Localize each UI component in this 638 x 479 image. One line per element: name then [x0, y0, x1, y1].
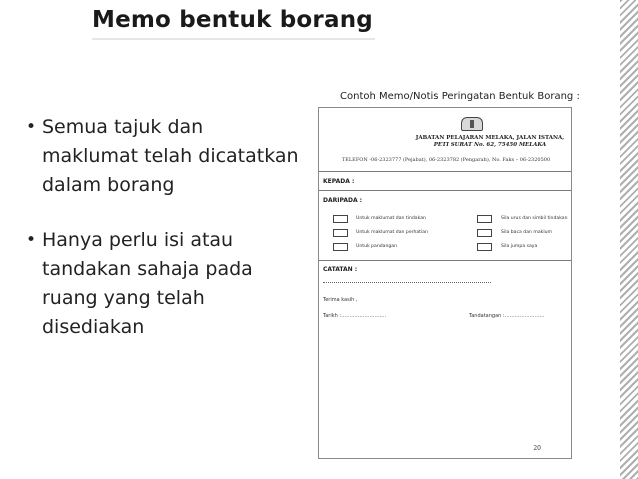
checkbox — [477, 243, 492, 251]
checkbox — [333, 229, 348, 237]
form-divider — [319, 260, 571, 261]
checkbox-label: Untuk pandangan — [356, 244, 398, 249]
kepada-label: KEPADA : — [323, 178, 355, 185]
checkbox-label: Untuk maklumat dan tindakan — [356, 216, 426, 221]
page-number: 20 — [533, 445, 541, 452]
form-header-line1: JABATAN PELAJARAN MELAKA, JALAN ISTANA, — [415, 135, 565, 141]
bullet-icon: • — [26, 230, 37, 250]
checkbox — [477, 215, 492, 223]
tarikh-field: Tarikh :……………………… — [323, 313, 387, 319]
form-header-line2: PETI SURAT No. 62, 75450 MELAKA — [433, 142, 547, 148]
bullet-text: Semua tajuk dan maklumat telah dicatatkan dalam borang — [42, 116, 299, 196]
slide-title: Memo bentuk borang — [92, 7, 373, 33]
checkbox-label: Sila jumpa saya — [501, 244, 538, 249]
form-caption: Contoh Memo/Notis Peringatan Bentuk Borang : — [340, 91, 580, 102]
bullet-list — [22, 113, 312, 368]
memo-form-image — [318, 107, 572, 459]
daripada-label: DARIPADA : — [323, 197, 363, 204]
bullet-icon: • — [26, 117, 37, 137]
terima-kasih-text: Terima kasih , — [323, 297, 358, 303]
bullet-item — [22, 226, 312, 342]
checkbox-label: Sila urus dan simbil tindakan — [501, 216, 568, 221]
bullet-text: Hanya perlu isi atau tandakan sahaja pada ruang yang telah disediakan — [42, 229, 253, 338]
crest-icon — [461, 117, 483, 131]
checkbox-label: Sila baca dan maklum — [501, 230, 552, 235]
form-divider — [319, 171, 571, 172]
checkbox — [333, 243, 348, 251]
catatan-line — [323, 282, 491, 283]
checkbox — [333, 215, 348, 223]
form-divider — [319, 190, 571, 191]
checkbox-label: Untuk maklumat dan perhatian — [356, 230, 428, 235]
tandatangan-field: Tandatangan :…………………… — [469, 313, 545, 319]
catatan-label: CATATAN : — [323, 266, 358, 273]
checkbox — [477, 229, 492, 237]
title-divider — [92, 38, 375, 40]
form-telephone: TELEFON -06-2323777 (Pejabat), 06-2323782 (Pengarah), No. Faks – 06-2320500 — [341, 157, 551, 163]
bullet-item — [22, 113, 312, 200]
decorative-edge — [620, 0, 638, 479]
